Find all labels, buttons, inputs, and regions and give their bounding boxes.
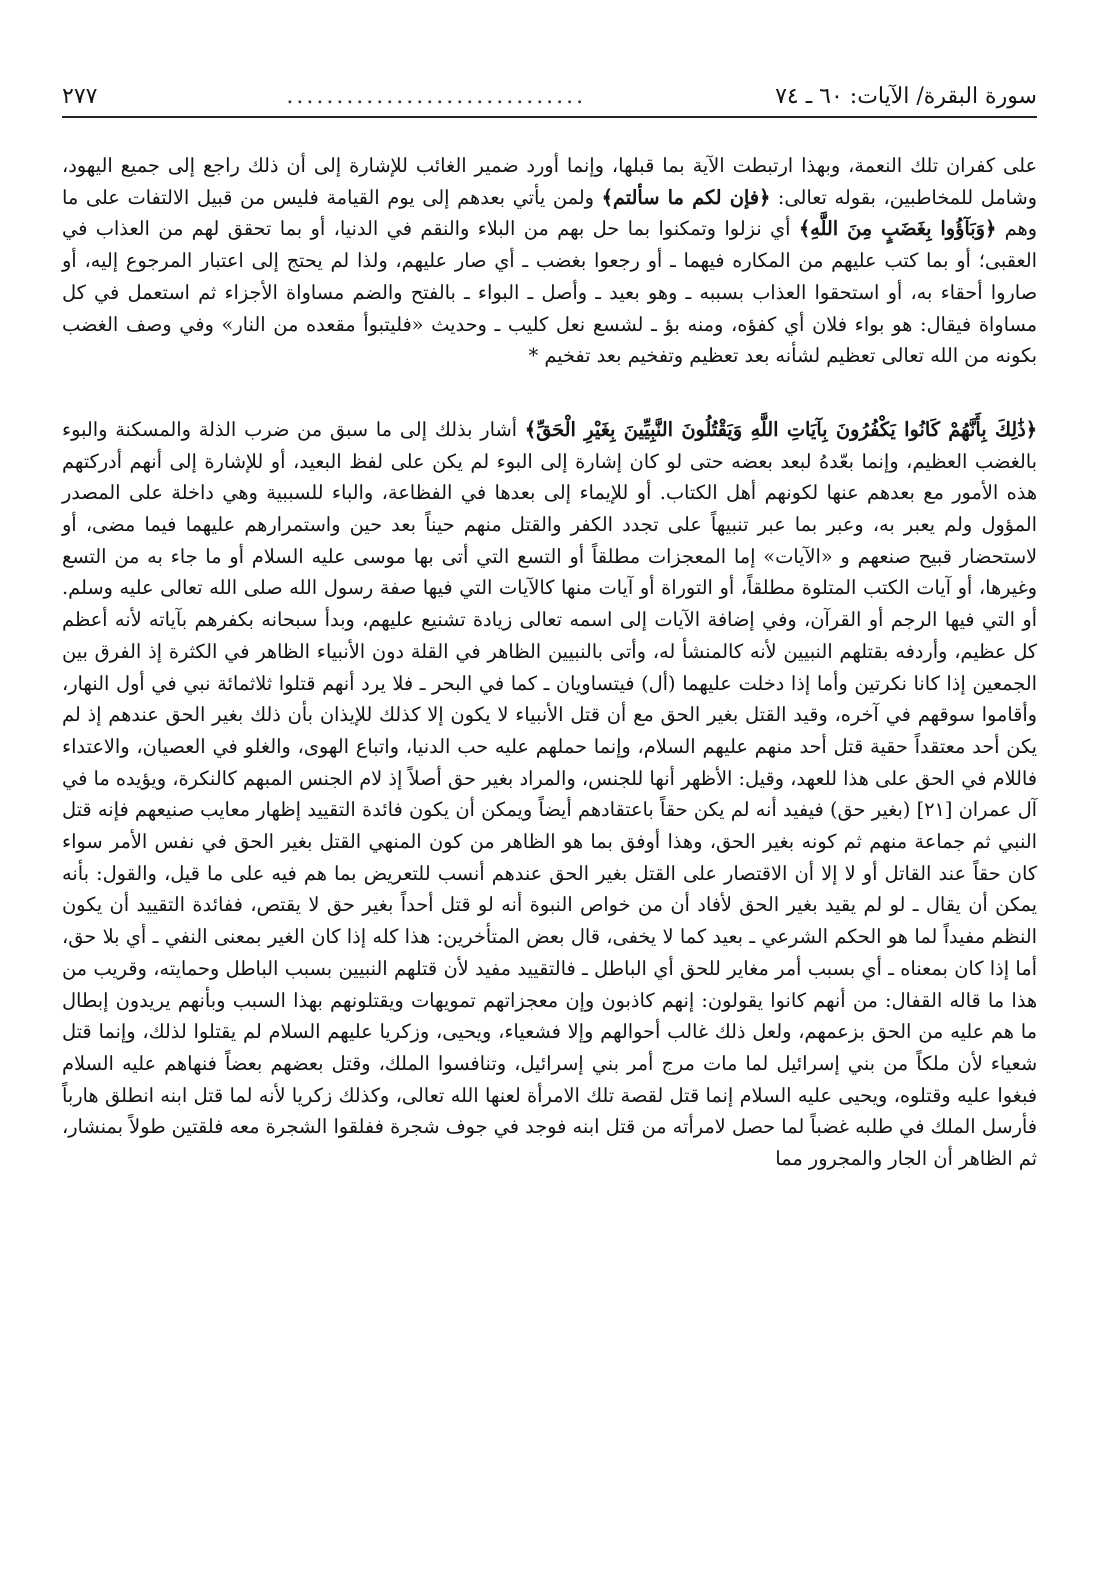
paragraph-2	[62, 414, 1037, 1175]
paragraph-1	[62, 150, 1037, 372]
quran-quote: ﴿ذَٰلِكَ بِأَنَّهُمْ كَانُوا يَكْفُرُونَ بِآيَاتِ اللَّهِ وَيَقْتُلُونَ النَّبِيِّينَ بِغَيْرِ الْحَقِّ﴾	[524, 417, 1037, 441]
paragraph-text: أشار بذلك إلى ما سبق من ضرب الذلة والمسكنة والبوء بالغضب العظيم، وإنما بعّدهُ لبعد بعضه حتى لو كان إشارة إلى البوء لم يكن على لفظ البعيد، أو للإشارة إلى أنهم أدركتهم هذه الأمور مع بعدهم عنها لكونهم أهل الكتاب. أو للإيماء إلى بعدها في الفظاعة، والباء للسببية وهي داخلة على المصدر المؤول ولم يعبر به، وعبر بما عبر تنبيهاً على تجدد الكفر والقتل منهم حيناً بعد حين واستمرارهم عليهما فيما مضى، أو لاستحضار قبيح صنعهم و «الآيات» إما المعجزات مطلقاً أو التسع التي أتى بها موسى عليه السلام أو ما جاء به من التسع وغيرها، أو آيات الكتب المتلوة مطلقاً، أو التوراة أو آيات منها كالآيات التي فيها صفة رسول الله صلى الله تعالى عليه وسلم. أو التي فيها الرجم أو القرآن، وفي إضافة الآيات إلى اسمه تعالى زيادة تشنيع عليهم، وبدأ سبحانه بكفرهم بآياته لأنه أعظم كل عظيم، وأردفه بقتلهم النبيين لأنه كالمنشأ له، وأتى بالنبيين الظاهر في القلة دون الأنبياء الظاهر في الكثرة إذ الفرق بين الجمعين إذا كانا نكرتين وأما إذا دخلت عليهما (أل) فيتساويان ـ كما في البحر ـ فلا يرد أنهم قتلوا ثلاثمائة نبي في أول النهار، وأقاموا سوقهم في آخره، وقيد القتل بغير الحق مع أن قتل الأنبياء لا يكون إلا كذلك للإيذان بأن ذلك بغير الحق عندهم إذ لم يكن أحد معتقداً حقية قتل أحد منهم عليهم السلام، وإنما حملهم عليه حب الدنيا، واتباع الهوى، والغلو في العصيان، والاعتداء فاللام في الحق على هذا للعهد، وقيل: الأظهر أنها للجنس، والمراد بغير حق أصلاً إذ لام الجنس المبهم كالنكرة، ويؤيده ما في آل عمران [٢١] (بغير حق) فيفيد أنه لم يكن حقاً باعتقادهم أيضاً ويمكن أن يكون فائدة التقييد إظهار معايب صنيعهم فإنه قتل النبي ثم جماعة منهم ثم كونه بغير الحق، وهذا أوفق بما هو الظاهر من كون المنهي القتل بغير الحق في نفس الأمر سواء كان حقاً عند القاتل أو لا إلا أن الاقتصار على القتل بغير الحق عندهم أنسب للتعريض بما هم فيه على ما قيل، والقول: بأنه يمكن أن يقال ـ لو لم يقيد بغير الحق لأفاد أن من خواص النبوة أنه لو قتل أحداً بغير حق لا يقتص، ففائدة التقييد أن يكون النظم مفيداً لما هو الحكم الشرعي ـ بعيد كما لا يخفى، قال بعض المتأخرين: هذا كله إذا كان الغير بمعنى النفي ـ أي بلا حق، أما إذا كان بمعناه ـ أي بسبب أمر مغاير للحق أي الباطل ـ فالتقييد مفيد لأن قتلهم النبيين بسبب الباطل وحمايته، وقريب من هذا ما قاله القفال: من أنهم كانوا يقولون: إنهم كاذبون وإن معجزاتهم تمويهات ويقتلونهم بهذا السبب وبأنهم يريدون إبطال ما هم عليه من الحق بزعمهم، ولعل ذلك غالب أحوالهم وإلا فشعياء، ويحيى، وزكريا عليهم السلام لم يقتلوا لذلك، وإنما قتل شعياء لأن ملكاً من بني إسرائيل لما مات مرج أمر بني إسرائيل، وتنافسوا الملك، وقتل بعضهم بعضاً فنهاهم عليه السلام فبغوا عليه وقتلوه، ويحيى عليه السلام إنما قتل لقصة تلك الامرأة لعنها الله تعالى، وكذلك زكريا لأنه لما قتل ابنه انطلق هارباً فأرسل الملك في طلبه غضباً لما حصل لامرأته من قتل ابنه فوجد في جوف شجرة ففلقوا الشجرة معه فلقتين طولاً بمنشار، ثم الظاهر أن الجار والمجرور مما	[62, 417, 1037, 1171]
page	[62, 82, 1037, 1175]
running-header	[62, 82, 1037, 118]
surah-title: سورة البقرة/ الآيات: ٦٠ ـ ٧٤	[775, 84, 1037, 109]
paragraph-text: أي نزلوا وتمكنوا بما حل بهم من البلاء والنقم في الدنيا، أو بما تحقق لهم من العذاب في العقبى؛ أو بما كتب عليهم من المكاره فيهما ـ أو رجعوا بغضب ـ أي صار عليهم، ولذا لم يحتج إلى اعتبار المرجوع إليه، أو صاروا أحقاء به، أو استحقوا العذاب بسببه ـ وهو بعيد ـ وأصل ـ البواء ـ بالفتح والضم مساواة الأجزاء ثم استعمل في كل مساواة فيقال: هو بواء فلان أي كفؤه، ومنه بؤ ـ لشسع نعل كليب ـ وحديث «فليتبوأ مقعده من النار» وفي وصف الغضب بكونه من الله تعالى تعظيم لشأنه بعد تعظيم وتفخيم بعد تفخيم *	[62, 217, 1037, 368]
quran-quote: ﴿فإن لكم ما سألتم﴾	[601, 185, 771, 209]
paragraph-text: ولمن يأتي بعدهم إلى يوم القيامة فليس من قبيل الالتفات على ما وهم	[62, 185, 1037, 241]
paragraph-text: على كفران تلك النعمة، وبهذا ارتبطت الآية بما قبلها، وإنما أورد ضمير الغائب للإشارة إلى أن ذلك راجع إلى جميع اليهود، وشامل للمخاطبين، بقوله تعالى:	[62, 154, 1037, 209]
page-number: ٢٧٧	[62, 84, 98, 109]
quran-quote: ﴿وَبَآؤُوا بِغَضَبٍ مِنَ اللَّهِ﴾	[798, 217, 997, 241]
header-leader-dots: ..............................	[286, 84, 587, 109]
